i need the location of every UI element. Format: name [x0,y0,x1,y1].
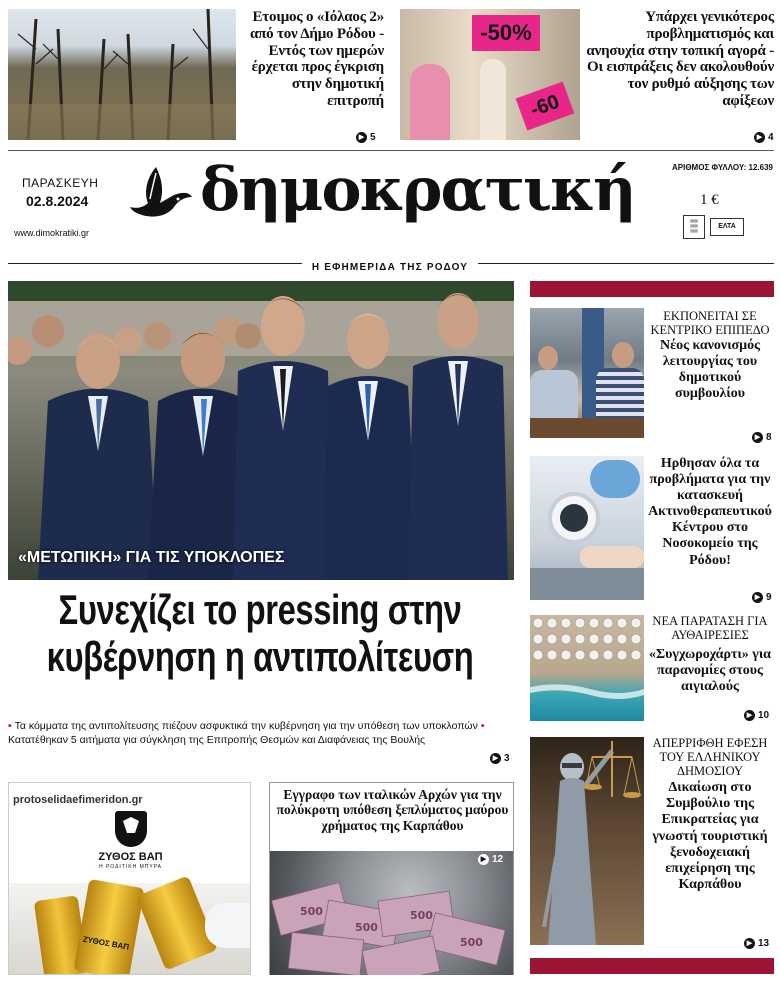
price: 1 € [700,192,719,208]
sale-sign-2: -60 [516,81,575,130]
washing-machine-photo [270,851,513,975]
dove-logo-icon [128,163,194,229]
sidebar-item-2[interactable] [646,456,774,569]
umbrellas [530,615,644,721]
politicians-photo[interactable] [8,281,514,580]
shopper-figure [410,64,450,140]
photo-caption: «ΜΕΤΩΠΙΚΗ» ΓΙΑ ΤΙΣ ΥΠΟΚΛΟΠΕΣ [18,549,285,566]
main-headline-line-2: κυβέρνηση η αντιπολίτευση [46,633,474,681]
main-headline-line-1: Συνεχίζει το pressing στην [58,586,462,633]
masthead-website[interactable]: www.dimokratiki.gr [14,228,90,238]
can-label: ΖΥΘΟΣ ΒΑΠ [82,934,130,952]
sidebar-item-2-page[interactable]: ▶ 9 [752,592,772,603]
arrow-icon: ▶ [744,710,755,721]
main-lead: • Τα κόμματα της αντιπολίτευσης πιέζουν ασφυκτικά την κυβέρνηση για την υπόθεση των υποκλοπών • Κατατέθηκαν 5 αιτήματα για σύγκληση της Επιτροπής Θεσμών και Διαφάνειας της Βουλής [8,720,485,746]
arrow-icon: ▶ [752,432,763,443]
svg-text:500: 500 [410,909,433,922]
sidebar-item-1-page[interactable]: ▶ 8 [752,432,772,443]
sidebar-item-4-title: Δικαίωση στο Συμβούλιο της Επικρατείας για γνωστή τουριστική ξενοδοχειακή επιχείρηση της Καρπάθου [652,780,768,892]
burnt-forest-photo[interactable] [8,9,236,140]
ad-brand-logo-icon [115,811,147,847]
beach-aerial-photo[interactable] [530,615,644,721]
svg-text:500: 500 [355,921,378,934]
teaser-right-page[interactable]: ▶ 4 [754,132,774,143]
people-silhouettes [8,281,514,580]
sidebar-item-1-kicker: ΕΚΠΟΝΕΙΤΑΙ ΣΕ ΚΕΝΤΡΙΚΟ ΕΠΙΠΕΔΟ [650,309,770,337]
sidebar-item-3-title: «Συγχωροχάρτι» για παρανομίες στους αιγιαλούς [649,646,771,694]
sale-sign-1: -50% [472,15,540,51]
arrow-icon: ▶ [754,132,765,143]
arrow-icon: ▶ [752,592,763,603]
masthead-date: 02.8.2024 [26,193,89,209]
sidebar-item-3-page[interactable]: ▶ 10 [744,710,769,721]
arrow-icon: ▶ [744,938,755,949]
sidebar-item-2-title: Ηρθησαν όλα τα προβλήματα για την κατασκευή Ακτινοθεραπευτικού Κέντρου στο Νοσοκομείο της Ρόδου! [648,456,772,568]
burnt-trees [8,9,236,140]
tagline-wrap [0,257,780,275]
council-photo[interactable] [530,308,644,438]
arrow-icon: ▶ [490,753,501,764]
masthead-day: ΠΑΡΑΣΚΕΥΗ [22,176,99,190]
main-story-page[interactable]: ▶ 3 [490,753,510,764]
money-story-title: Εγγραφο των ιταλικών Αρχών για την πολύκροτη υπόθεση ξεπλύματος μαύρου χρήματος της Καρπάθου [276,787,509,833]
sidebar-top-bar [530,281,774,297]
beer-ad[interactable] [8,782,251,975]
arrow-icon: ▶ [478,854,489,865]
issue-number: ΑΡΙΘΜΟΣ ΦΥΛΛΟΥ: 12.639 [672,163,773,172]
postal-stamp-icon: ▤▤ ▤▤ ▤▤ [683,215,705,239]
lady-justice-photo[interactable] [530,737,644,945]
banknotes [270,851,513,975]
sidebar-item-4-kicker: ΑΠΕΡΡΙΦΘΗ ΕΦΕΣΗ ΤΟΥ ΕΛΛΗΝΙΚΟΥ ΔΗΜΟΣΙΟΥ [652,736,768,778]
lead-point-2: Κατατέθηκαν 5 αιτήματα για σύγκληση της Επιτροπής Θεσμών και Διαφάνειας της Βουλής [8,733,426,746]
teaser-left-text[interactable]: Ετοιμος ο «Ιόλαος 2» από τον Δήμο Ρόδου - Εντός των ημερών έρχεται προς έγκριση στην δημοτική επιτροπή [249,9,384,109]
sidebar-item-4-page[interactable]: ▶ 13 [744,938,769,949]
svg-text:500: 500 [460,936,483,949]
ad-brand-name: ΖΥΘΟΣ ΒΑΠ [98,851,163,863]
teaser-right-text[interactable]: Υπάρχει γενικότερος προβληματισμός και ανησυχία στην τοπική αγορά - Οι εισπράξεις δεν ακολουθούν τον ρυθμό αύξησης των αφίξεων [586,9,774,109]
masthead-tagline: Η ΕΦΗΜΕΡΙΔΑ ΤΗΣ ΡΟΔΟΥ [302,262,478,273]
ad-brand-sub: Η ΡΟΔΙΤΙΚΗ ΜΠΥΡΑ [98,864,163,870]
justice-statue [530,737,644,945]
sidebar-item-4[interactable] [646,737,774,893]
masthead-logo[interactable]: δημοκρατική [200,155,635,225]
svg-text:500: 500 [300,905,323,918]
elta-logo: ΕΛΤΑ [710,218,744,236]
lead-point-1: Τα κόμματα της αντιπολίτευσης πιέζουν ασφυκτικά την κυβέρνηση για την υπόθεση των υποκλοπών [14,720,478,732]
sidebar-bottom-bar [530,958,774,974]
sidebar-item-1-title: Νέος κανονισμός λειτουργίας του δημοτικού συμβουλίου [660,337,760,401]
glove-hand [205,903,251,948]
money-story-box[interactable] [269,782,514,975]
radiotherapy-photo[interactable] [530,456,644,600]
shop-window-photo[interactable] [400,9,580,140]
ad-watermark: protoselidaefimeridon.gr [13,794,143,806]
teaser-left-page[interactable]: ▶ 5 [356,132,376,143]
sidebar-item-3[interactable] [646,615,774,695]
mannequin [480,59,506,140]
money-story-page[interactable]: ▶ 12 [478,854,503,865]
sidebar-item-1[interactable] [646,310,774,402]
sidebar-item-3-kicker: ΝΕΑ ΠΑΡΑΤΑΣΗ ΓΙΑ ΑΥΘΑΙΡΕΣΙΕΣ [652,614,768,642]
top-divider [8,150,774,151]
arrow-icon: ▶ [356,132,367,143]
